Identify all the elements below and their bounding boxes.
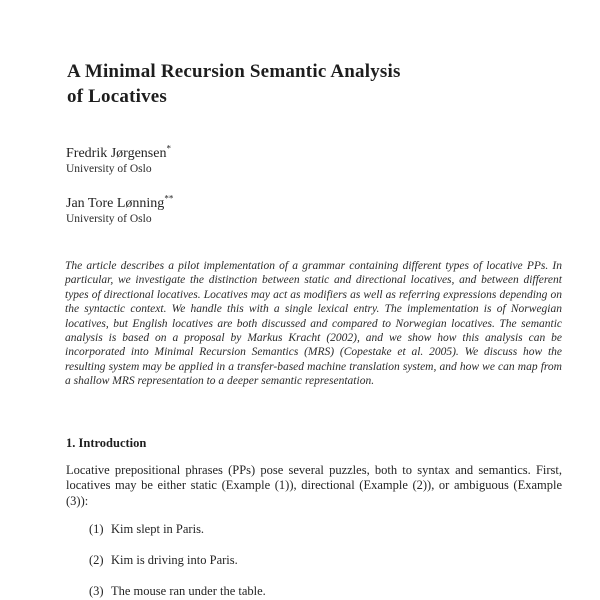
paper-title-line-1: A Minimal Recursion Semantic Analysis bbox=[67, 61, 401, 82]
paper-title bbox=[67, 59, 401, 109]
author-name bbox=[66, 195, 173, 212]
example-number: (2) bbox=[89, 553, 104, 567]
author-affiliation: University of Oslo bbox=[66, 163, 152, 175]
intro-paragraph: Locative prepositional phrases (PPs) pose several puzzles, both to syntax and semantics. First, locatives may be either static (Example (1)), directional (Example (2)), or ambiguous (Example (3)): bbox=[66, 463, 562, 508]
section-heading-introduction: 1. Introduction bbox=[66, 436, 147, 450]
author-name-text: Fredrik Jørgensen bbox=[66, 146, 167, 161]
example-text: The mouse ran under the table. bbox=[111, 584, 266, 598]
example-number: (3) bbox=[89, 584, 104, 598]
example-item bbox=[65, 522, 561, 537]
paper-content-column bbox=[65, 0, 562, 600]
example-text: Kim slept in Paris. bbox=[111, 522, 205, 536]
example-text: Kim is driving into Paris. bbox=[111, 553, 238, 567]
abstract-text: The article describes a pilot implementation of a grammar containing different types of locative PPs. In particular, we investigate the distinction between static and directional locatives, and between different types of directional locatives. Locatives may act as modifiers as well as referring expressions depending on the syntactic context. We handle this with a single lexical entry. The implementation is of Norwegian locatives, but English locatives are both discussed and compared to Norwegian locatives. The semantic analysis is based on a proposal by Markus Kracht (2002), and we show how this analysis can be incorporated into Minimal Recursion Semantics (MRS) (Copestake et al. 2005). We discuss how the resulting system may be applied in a transfer-based machine translation system, and how we can map from a shallow MRS representation to a deeper semantic representation. bbox=[65, 260, 562, 388]
author-entry bbox=[66, 145, 173, 176]
author-footnote-marker: * bbox=[166, 143, 171, 154]
author-affiliation: University of Oslo bbox=[66, 213, 152, 225]
example-number: (1) bbox=[89, 522, 104, 536]
author-name bbox=[66, 145, 173, 162]
paper-title-line-2: of Locatives bbox=[67, 86, 168, 107]
example-item bbox=[65, 553, 561, 568]
example-item bbox=[65, 584, 561, 599]
author-entry bbox=[66, 195, 173, 226]
author-block bbox=[66, 145, 173, 226]
author-footnote-marker: ** bbox=[164, 193, 174, 204]
example-list bbox=[65, 522, 561, 600]
author-name-text: Jan Tore Lønning bbox=[66, 196, 165, 211]
